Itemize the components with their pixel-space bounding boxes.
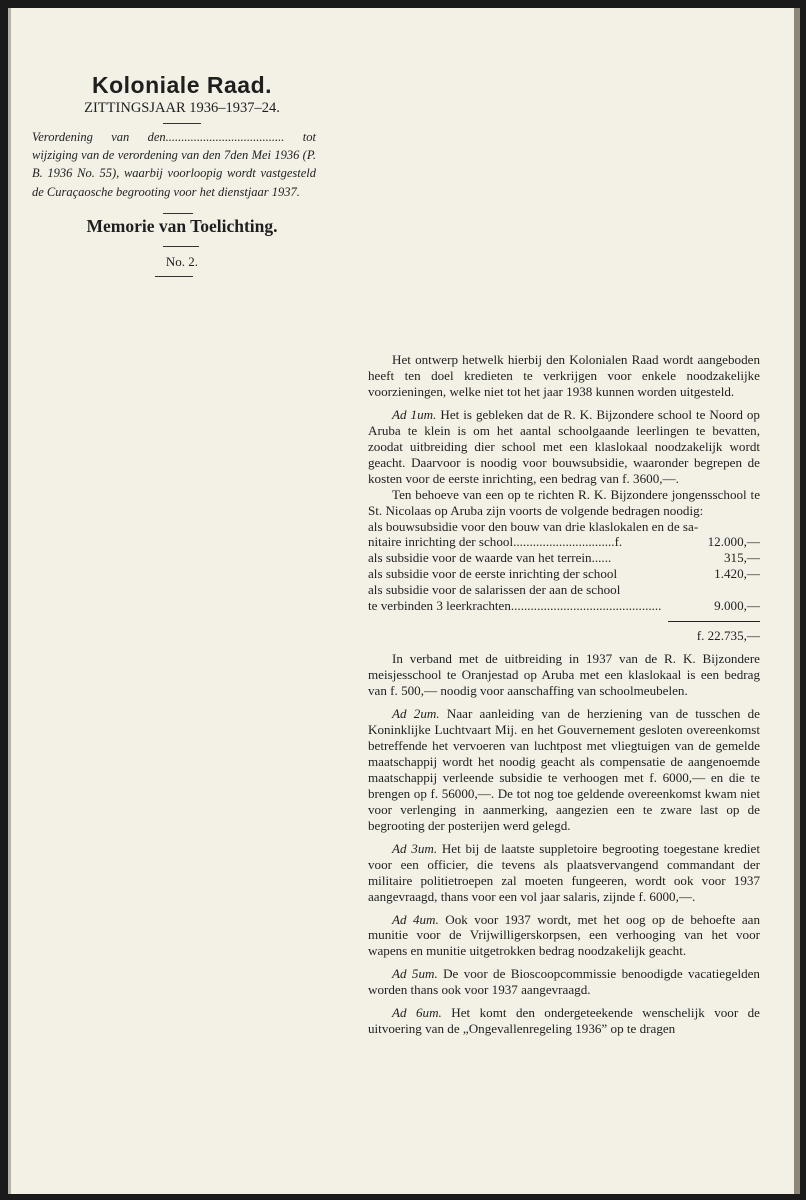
ad-text: Naar aanleiding van de herziening van de tusschen de Koninklijke Luchtvaart Mij. en het Gouvernement gesloten overeenkomst betreffende het vervoeren van luchtpost met vliegtuigen van de gemelde maatschappij wordt het noodig geacht als compensatie de aangenoemde maatschappij verleende subsidie te verhoogen met f. 6000,— en die te brengen op f. 56000,—. De tot nog toe geldende overeenkomst kwam niet voor verlenging in aanmerking, aangezien een te zware last op de begrooting der posterijen werd gelegd. (368, 706, 760, 833)
page-edge-left (8, 8, 11, 1194)
budget-row-bouwsubsidie (368, 534, 760, 550)
budget-total: f. 22.735,— (696, 628, 760, 644)
ordinance-intro: Verordening van den...................................... tot wijziging van de verordening van den 7den Mei 1936 (P. B. 1936 No. 55), waarbij voorloopig wordt vastgesteld de Curaçaosche begrooting voor het dienstjaar 1937. (32, 130, 316, 199)
total-rule (668, 621, 760, 622)
paragraph-ad-4 (368, 912, 760, 960)
budget-row-inrichting (368, 566, 760, 582)
ad-text: Het is gebleken dat de R. K. Bijzondere school te Noord op Aruba te klein is om het aantal schoolgaande leerlingen te bevatten, zoodat uitbreiding dier school met een klaslokaal noodzakelijk wordt geacht. Daarvoor is noodig voor bouwsubsidie, waaronder begrepen de kosten voor de eerste inrichting, een bedrag van f. 3600,—. (368, 406, 760, 486)
body-text (368, 352, 760, 1037)
ad-label: Ad 5um. (392, 966, 438, 982)
budget-label: als subsidie voor de waarde van het terrein...... (368, 550, 612, 566)
paragraph-ad-1 (368, 407, 760, 487)
ad-label: Ad 1um. (392, 406, 437, 422)
ad-text: Het bij de laatste suppletoire begrooting toegestane krediet voor een officier, die tevens als plaatsvervangend commandant der militaire politietroepen zal moeten fungeeren, wordt ook voor 1937 aangevraagd, thans voor een vol jaar salaris, zijnde f. 6000,—. (368, 840, 760, 904)
ad-text: Het komt den ondergeteekende wenschelijk voor de uitvoering van de „Ongevallenregeling 1936” op te dragen (368, 1005, 760, 1037)
ad-label: Ad 6um. (392, 1005, 442, 1021)
budget-amount: 9.000,— (714, 598, 760, 614)
page-edge-right (794, 8, 800, 1194)
ad-label: Ad 4um. (392, 911, 439, 927)
document-number: No. 2. (165, 254, 199, 269)
leader-dots: ...............................f. (513, 534, 623, 550)
council-title: Koloniale Raad. (91, 72, 273, 98)
ad-label: Ad 2um. (392, 706, 440, 722)
session-year: ZITTINGSJAAR 1936–1937–24. (84, 100, 280, 116)
paragraph-ad-6 (368, 1005, 760, 1037)
ad-label: Ad 3um. (392, 840, 438, 856)
budget-line-bouwsubsidie: als bouwsubsidie voor den bouw van drie klaslokalen en de sa- (368, 518, 699, 534)
budget-amount: 315,— (723, 550, 760, 566)
leader-dots: .............................................. (510, 598, 662, 614)
paragraph-intro: Het ontwerp hetwelk hierbij den Kolonialen Raad wordt aangeboden heeft ten doel kredieten te verkrijgen voor enkele noodzakelijke voorzieningen, welke niet tot het jaar 1938 kunnen worden uitgesteld. (368, 352, 760, 399)
paragraph-jongensschool: Ten behoeve van een op te richten R. K. Bijzondere jongensschool te St. Nicolaas op Aruba zijn voorts de volgende bedragen noodig: (368, 486, 760, 518)
memorie-rule (163, 246, 199, 247)
paragraph-ad-5 (368, 966, 760, 998)
memorie-heading: Memorie van Toelichting. (86, 216, 278, 236)
budget-row-leerkrachten (368, 598, 760, 614)
budget-label: als subsidie voor de eerste inrichting der school (368, 566, 618, 582)
paragraph-ad-3 (368, 841, 760, 905)
document-page (8, 8, 800, 1194)
budget-amount: 1.420,— (714, 566, 760, 582)
budget-line-salarissen: als subsidie voor de salarissen der aan de school (368, 582, 621, 598)
ad-text: De voor de Bioscoopcommissie benoodigde vacatiegelden worden thans ook voor 1937 aangevraagd. (368, 966, 760, 998)
budget-label: te verbinden 3 leerkrachten (368, 598, 511, 614)
budget-amount: 12.000,— (707, 534, 760, 550)
budget-row-terrein (368, 550, 760, 566)
document-header (52, 72, 312, 124)
number-rule (155, 276, 193, 277)
budget-label: nitaire inrichting der school (368, 534, 514, 550)
intro-rule (163, 213, 193, 214)
paragraph-meisjesschool: In verband met de uitbreiding in 1937 van de R. K. Bijzondere meisjesschool te Oranjestad op Aruba met een klaslokaal is een bedrag van f. 500,— noodig voor aanschaffing van schoolmeubelen. (368, 651, 760, 699)
header-rule (163, 123, 201, 124)
paragraph-ad-2 (368, 706, 760, 834)
ad-text: Ook voor 1937 wordt, met het oog op de behoefte aan munitie voor de Vrijwilligerskorpsen, een verhooging van het voor wapens en munitie uitgetrokken bedrag noodzakelijk geacht. (368, 911, 760, 959)
